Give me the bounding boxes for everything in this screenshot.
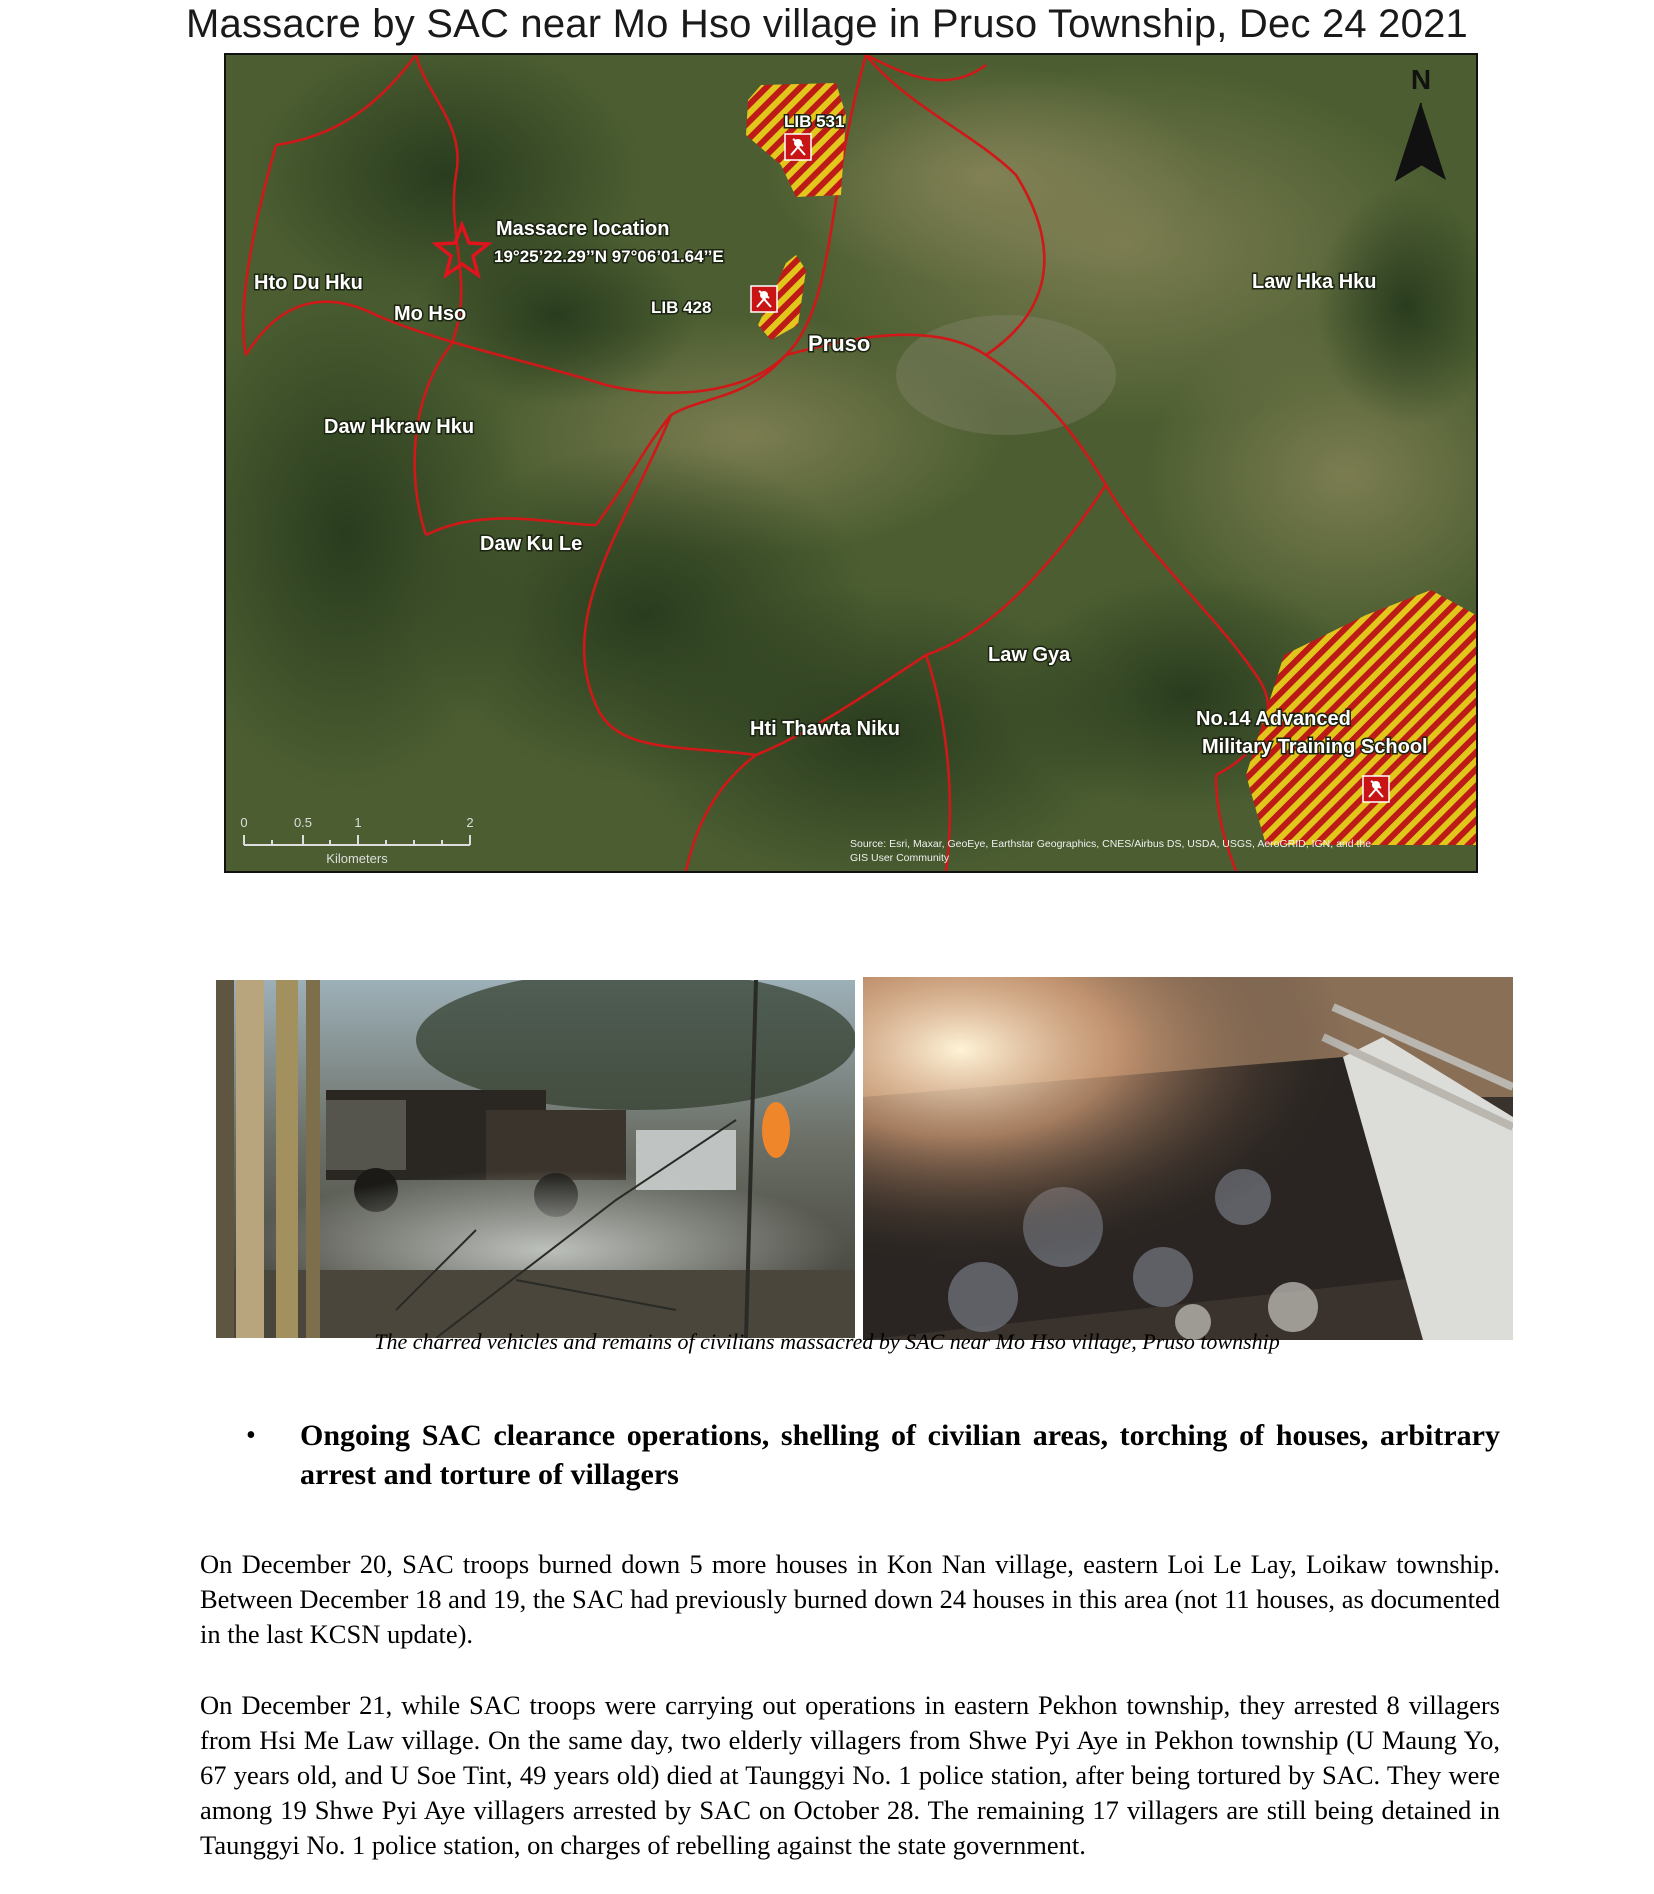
village-law-gya: Law Gya: [988, 644, 1071, 666]
village-daw-ku-le: Daw Ku Le: [480, 533, 583, 555]
lib-428-label: LIB 428: [651, 298, 712, 317]
paragraph-1: On December 20, SAC troops burned down 5 more houses in Kon Nan village, eastern Loi Le Lay, Loikaw township. Between December 18 and 19, the SAC had previously burned down 24 houses in this area (not 11 houses, as documented in the last KCSN update).: [200, 1549, 1500, 1649]
massacre-coordinates: 19°25’22.29’’N 97°06’01.64’’E: [494, 247, 724, 266]
photo-caption: The charred vehicles and remains of civilians massacred by SAC near Mo Hso village, Pruso township: [374, 1329, 1280, 1354]
village-mo-hso: Mo Hso: [394, 303, 467, 325]
photo-burnt-remains: [863, 977, 1513, 1340]
village-law-hka-hku: Law Hka Hku: [1252, 271, 1377, 293]
svg-text:N: N: [1410, 64, 1432, 95]
school-label-line-1: No.14 Advanced: [1196, 708, 1351, 730]
bullet-point: •: [246, 1420, 256, 1451]
map-title: Massacre by SAC near Mo Hso village in Pruso Township, Dec 24 2021: [186, 2, 1468, 46]
massacre-location-label: Massacre location: [496, 218, 670, 240]
svg-text:0.5: 0.5: [293, 815, 313, 830]
section-heading: Ongoing SAC clearance operations, shelling of civilian areas, torching of houses, arbitrary arrest and torture of villagers: [300, 1419, 1500, 1491]
town-pruso: Pruso: [808, 331, 871, 356]
paragraph-2: On December 21, while SAC troops were carrying out operations in eastern Pekhon township, they arrested 8 villagers from Hsi Me Law village. On the same day, two elderly villagers from Shwe Pyi Aye in Pekhon township (U Maung Yo, 67 years old, and U Soe Tint, 49 years old) died at Taunggyi No. 1 police station, after being tortured by SAC. They were among 19 Shwe Pyi Aye villagers arrested by SAC on October 28. The remaining 17 villagers are still being detained in Taunggyi No. 1 police station, on charges of rebelling against the state government.: [200, 1690, 1500, 1860]
village-daw-hkraw-hku: Daw Hkraw Hku: [324, 416, 475, 438]
military-base-icon: [1363, 776, 1389, 802]
svg-text:2: 2: [466, 815, 474, 830]
map-source-line-1: Source: Esri, Maxar, GeoEye, Earthstar Geographics, CNES/Airbus DS, USDA, USGS, AeroGRID, IGN, and the: [850, 838, 1372, 850]
village-hto-du-hku: Hto Du Hku: [254, 272, 363, 294]
satellite-map[interactable]: [224, 53, 1478, 873]
svg-text:Kilometers: Kilometers: [326, 851, 388, 866]
svg-text:0: 0: [240, 815, 248, 830]
military-base-icon: [785, 134, 811, 160]
lib-531-label: LIB 531: [784, 112, 845, 131]
photo-charred-trucks: [216, 980, 855, 1338]
school-label-line-2: Military Training School: [1202, 736, 1428, 758]
svg-text:1: 1: [354, 815, 362, 830]
military-base-icon: [751, 286, 777, 312]
village-hti-thawta-niku: Hti Thawta Niku: [750, 718, 901, 740]
map-source-line-2: GIS User Community: [850, 852, 950, 864]
